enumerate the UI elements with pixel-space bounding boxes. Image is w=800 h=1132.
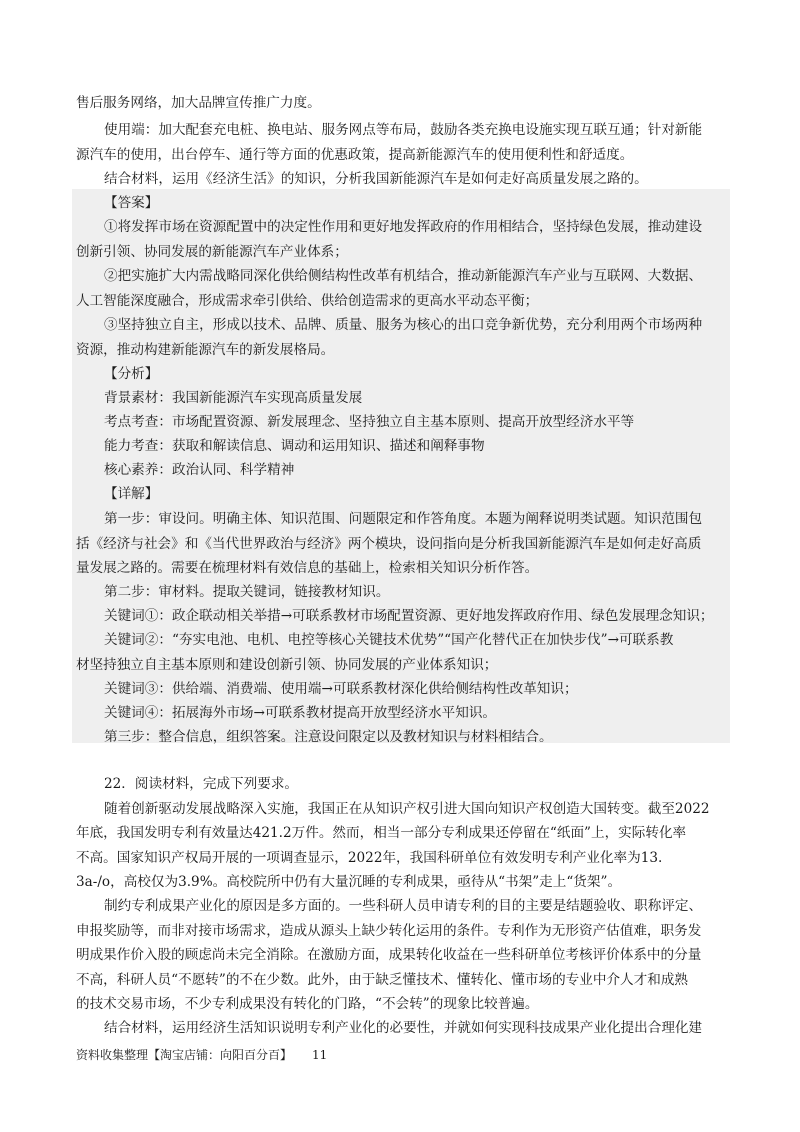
material-line: 制约专利成果产业化的原因是多方面的。一些科研人员申请专利的目的主要是结题验收、职称评定、 [104,898,703,914]
explanation-heading: 【详解】 [104,486,159,502]
material-line: 不高。国家知识产权局开展的一项调查显示，2022年，我国科研单位有效发明专利产业化率为13. [76,850,663,866]
keyword-line: 关键词④：拓展海外市场→可联系教材提高开放型经济水平知识。 [104,705,497,721]
footer-source: 资料收集整理【淘宝店铺：向阳百分百】 [76,1048,293,1062]
answer-point: ②把实施扩大内需战略同深化供给侧结构性改革有机结合，推动新能源汽车产业与互联网、大数据、 [104,268,703,284]
keyword-line: 材坚持独立自主基本原则和建设创新引领、协同发展的产业体系知识； [76,657,498,673]
page-footer [76,1046,327,1064]
analysis-heading: 【分析】 [104,366,159,382]
question-title: 22．阅读材料，完成下列要求。 [104,776,299,792]
answer-point: 资源，推动构建新能源汽车的新发展格局。 [76,342,335,358]
keyword-line: 关键词①：政企联动相关举措→可联系教材市场配置资源、更好地发挥政府作用、绿色发展理念知识； [104,608,714,624]
material-line: 3a-/o，高校仅为3.9%。高校院所中仍有大量沉睡的专利成果，亟待从“书架”走上“货架”。 [76,874,622,890]
text-line: 售后服务网络，加大品牌宣传推广力度。 [76,95,321,111]
material-line: 不高，科研人员“不愿转”的不在少数。此外，由于缺乏懂技术、懂转化、懂市场的专业中介人才和成熟 [76,972,689,988]
question-prompt: 结合材料，运用经济生活知识说明专利产业化的必要性，并就如何实现科技成果产业化提出合理化建 [104,1020,703,1036]
explanation-line: 量发展之路的。需要在梳理材料有效信息的基础上，检索相关知识分析作答。 [76,560,539,576]
text-line: 源汽车的使用，出台停车、通行等方面的优惠政策，提高新能源汽车的使用便利性和舒适度。 [76,147,634,163]
analysis-line: 核心素养：政治认同、科学精神 [104,462,295,478]
analysis-line: 背景素材：我国新能源汽车实现高质量发展 [104,390,363,406]
explanation-line: 第一步：审设问。明确主体、知识范围、问题限定和作答角度。本题为阐释说明类试题。知识范围包 [104,511,703,527]
analysis-line: 考点考查：市场配置资源、新发展理念、坚持独立自主基本原则、提高开放型经济水平等 [104,414,635,430]
analysis-line: 能力考查：获取和解读信息、调动和运用知识、描述和阐释事物 [104,438,485,454]
explanation-line: 括《经济与社会》和《当代世界政治与经济》两个模块，设问指向是分析我国新能源汽车是如何走好高质 [76,536,702,552]
explanation-line: 第二步：审材料。提取关键词，链接教材知识。 [104,584,390,600]
material-line: 申报奖励等，而非对接市场需求，造成从源头上缺少转化运用的条件。专利作为无形资产估值难，职务发 [76,923,702,939]
material-line: 年底，我国发明专利有效量达421.2万件。然而，相当一部分专利成果还停留在“纸面”上，实际转化率 [76,825,687,841]
answer-point: ③坚持独立自主，形成以技术、品牌、质量、服务为核心的出口竞争新优势，充分利用两个市场两种 [104,317,703,333]
keyword-line: 关键词③：供给端、消费端、使用端→可联系教材深化供给侧结构性改革知识； [104,681,578,697]
explanation-line: 第三步：整合信息，组织答案。注意设问限定以及教材知识与材料相结合。 [104,729,553,745]
page-number: 11 [312,1048,328,1062]
question-prompt: 结合材料，运用《经济生活》的知识，分析我国新能源汽车是如何走好高质量发展之路的。 [104,171,648,187]
material-line: 的技术交易市场，不少专利成果没有转化的门路，“不会转”的现象比较普遍。 [76,996,539,1012]
answer-point: ①将发挥市场在资源配置中的决定性作用和更好地发挥政府的作用相结合，坚持绿色发展，推动建设 [104,219,703,235]
answer-heading: 【答案】 [104,195,159,211]
material-line: 随着创新驱动发展战略深入实施，我国正在从知识产权引进大国向知识产权创造大国转变。截至2022 [104,801,710,817]
text-line: 使用端：加大配套充电桩、换电站、服务网点等布局，鼓励各类充换电设施实现互联互通；针对新能 [104,122,703,138]
material-line: 明成果作价入股的顾虑尚未完全消除。在激励方面，成果转化收益在一些科研单位考核评价体系中的分量 [76,947,702,963]
answer-point: 人工智能深度融合，形成需求牵引供给、供给创造需求的更高水平动态平衡； [76,293,539,309]
keyword-line: 关键词②：“夯实电池、电机、电控等核心关键技术优势”“国产化替代正在加快步伐”→可联系教 [104,632,674,648]
answer-point: 创新引领、协同发展的新能源汽车产业体系； [76,244,348,260]
